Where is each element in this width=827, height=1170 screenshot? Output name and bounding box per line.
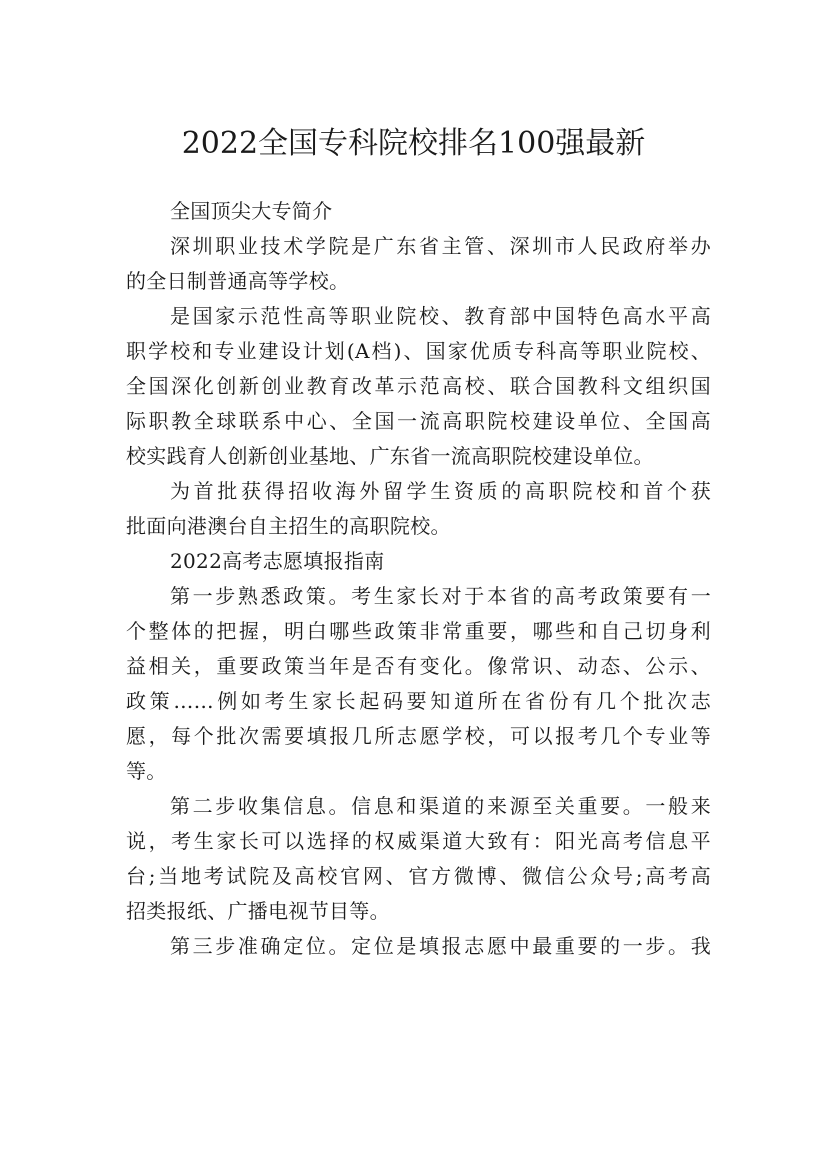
paragraph-line: 台;当地考试院及高校官网、官方微博、微信公众号;高考高 bbox=[126, 864, 711, 888]
paragraph-line: 批面向港澳台自主招生的高职院校。 bbox=[126, 514, 451, 538]
section-heading-intro: 全国顶尖大专简介 bbox=[170, 199, 333, 223]
paragraph-line: 益相关，重要政策当年是否有变化。像常识、动态、公示、 bbox=[126, 654, 711, 678]
paragraph-line: 招类报纸、广播电视节目等。 bbox=[126, 899, 390, 923]
document-title: 2022全国专科院校排名100强最新 bbox=[181, 126, 646, 162]
paragraph-line: 的全日制普通高等学校。 bbox=[126, 269, 350, 293]
paragraph-line: 个整体的把握，明白哪些政策非常重要，哪些和自己切身利 bbox=[126, 619, 711, 643]
paragraph-line: 第一步熟悉政策。考生家长对于本省的高考政策要有一 bbox=[170, 584, 711, 608]
paragraph-line: 第三步准确定位。定位是填报志愿中最重要的一步。我 bbox=[170, 934, 711, 958]
paragraph-line: 说，考生家长可以选择的权威渠道大致有：阳光高考信息平 bbox=[126, 829, 711, 853]
paragraph-line: 深圳职业技术学院是广东省主管、深圳市人民政府举办 bbox=[170, 234, 711, 258]
document-body bbox=[126, 194, 711, 964]
paragraph-line: 校实践育人创新创业基地、广东省一流高职院校建设单位。 bbox=[126, 444, 654, 468]
paragraph-line: 政策……例如考生家长起码要知道所在省份有几个批次志 bbox=[126, 689, 711, 713]
paragraph-line: 等。 bbox=[126, 759, 167, 783]
paragraph-line: 职学校和专业建设计划(A档)、国家优质专科高等职业院校、 bbox=[126, 339, 711, 363]
paragraph-line: 愿，每个批次需要填报几所志愿学校，可以报考几个专业等 bbox=[126, 724, 711, 748]
paragraph-line: 为首批获得招收海外留学生资质的高职院校和首个获 bbox=[170, 479, 711, 503]
paragraph-line: 是国家示范性高等职业院校、教育部中国特色高水平高 bbox=[170, 304, 711, 328]
paragraph-line: 第二步收集信息。信息和渠道的来源至关重要。一般来 bbox=[170, 794, 711, 818]
section-heading-guide: 2022高考志愿填报指南 bbox=[170, 549, 385, 573]
paragraph-line: 全国深化创新创业教育改革示范高校、联合国教科文组织国 bbox=[126, 374, 711, 398]
paragraph-line: 际职教全球联系中心、全国一流高职院校建设单位、全国高 bbox=[126, 409, 711, 433]
